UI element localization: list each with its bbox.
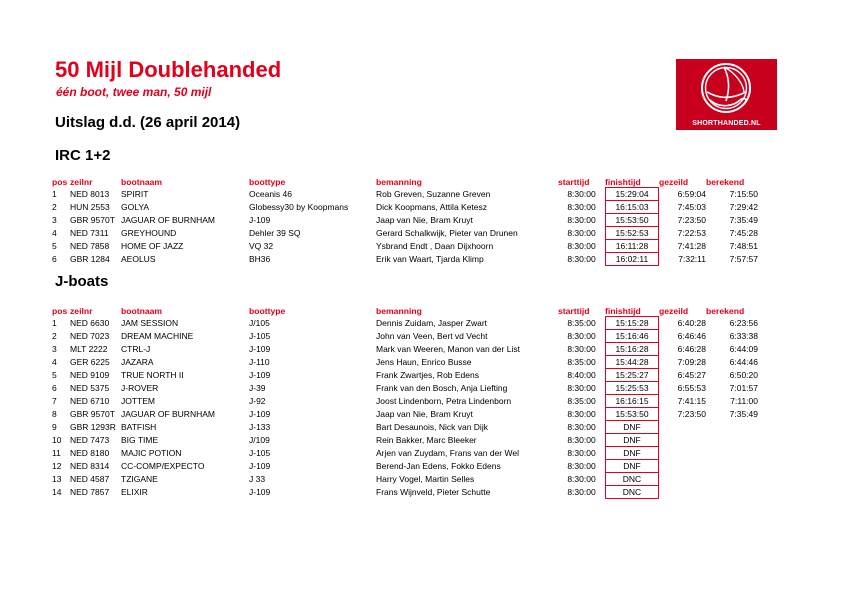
table-row bbox=[52, 433, 758, 446]
cell-finishtijd: DNF bbox=[605, 433, 659, 446]
table-row bbox=[52, 329, 758, 342]
cell-pos: 10 bbox=[52, 434, 62, 445]
cell-boottype: Oceanis 46 bbox=[249, 188, 292, 199]
cell-bootnaam: JAM SESSION bbox=[121, 317, 179, 328]
cell-pos: 6 bbox=[52, 382, 57, 393]
column-header-starttijd: starttijd bbox=[558, 176, 590, 187]
cell-boottype: J-109 bbox=[249, 408, 271, 419]
cell-zeilnr: NED 8013 bbox=[70, 188, 110, 199]
cell-gezeild: 7:41:15 bbox=[677, 395, 706, 406]
section-title-irc: IRC 1+2 bbox=[55, 147, 111, 164]
cell-gezeild: 7:23:50 bbox=[677, 214, 706, 225]
column-header-bootnaam: bootnaam bbox=[121, 305, 163, 316]
cell-boottype: J-105 bbox=[249, 447, 271, 458]
document-title: 50 Mijl Doublehanded bbox=[55, 57, 282, 82]
table-row bbox=[52, 239, 758, 252]
cell-zeilnr: GBR 1284 bbox=[70, 254, 110, 264]
cell-starttijd: 8:30:00 bbox=[567, 214, 596, 225]
cell-finishtijd: DNC bbox=[605, 485, 659, 499]
cell-pos: 7 bbox=[52, 395, 57, 406]
cell-starttijd: 8:30:00 bbox=[567, 421, 596, 432]
table-row bbox=[52, 472, 758, 485]
cell-bemanning: Arjen van Zuydam, Frans van der Wel bbox=[376, 447, 519, 458]
cell-bemanning: John van Veen, Bert vd Vecht bbox=[376, 330, 488, 341]
cell-boottype: J-109 bbox=[249, 369, 271, 380]
table-row bbox=[52, 213, 758, 226]
cell-finishtijd: 15:16:46 bbox=[605, 329, 659, 342]
cell-zeilnr: GBR 9570T bbox=[70, 214, 115, 225]
table-row bbox=[52, 446, 758, 459]
cell-boottype: Globessy30 by Koopmans bbox=[249, 201, 349, 212]
cell-pos: 14 bbox=[52, 487, 62, 497]
cell-bemanning: Rob Greven, Suzanne Greven bbox=[376, 188, 491, 199]
cell-finishtijd: 15:25:53 bbox=[605, 381, 659, 394]
column-header-zeilnr: zeilnr bbox=[70, 176, 93, 187]
column-header-gezeild: gezeild bbox=[659, 305, 689, 316]
cell-pos: 8 bbox=[52, 408, 57, 419]
cell-starttijd: 8:30:00 bbox=[567, 254, 596, 264]
cell-berekend: 7:45:28 bbox=[729, 227, 758, 238]
cell-starttijd: 8:30:00 bbox=[567, 240, 596, 251]
table-header-row bbox=[52, 305, 758, 316]
results-date-heading: Uitslag d.d. (26 april 2014) bbox=[55, 114, 241, 131]
column-header-finishtijd: finishtijd bbox=[605, 305, 641, 316]
cell-bootnaam: HOME OF JAZZ bbox=[121, 240, 184, 251]
cell-boottype: J-39 bbox=[249, 382, 266, 393]
cell-berekend: 7:35:49 bbox=[729, 408, 758, 419]
cell-berekend bbox=[706, 459, 758, 472]
cell-bootnaam: ELIXIR bbox=[121, 487, 148, 497]
cell-berekend: 7:57:57 bbox=[729, 254, 758, 264]
document-subtitle: één boot, twee man, 50 mijl bbox=[56, 85, 212, 99]
cell-boottype: J-110 bbox=[249, 356, 270, 367]
table-row bbox=[52, 420, 758, 433]
cell-berekend bbox=[706, 433, 758, 446]
column-header-berekend: berekend bbox=[706, 176, 745, 187]
cell-berekend: 7:35:49 bbox=[729, 214, 758, 225]
cell-boottype: VQ 32 bbox=[249, 240, 274, 251]
cell-boottype: J/105 bbox=[249, 317, 270, 328]
cell-pos: 11 bbox=[52, 447, 61, 458]
cell-zeilnr: HUN 2553 bbox=[70, 201, 110, 212]
column-header-zeilnr: zeilnr bbox=[70, 305, 93, 316]
column-header-berekend: berekend bbox=[706, 305, 745, 316]
cell-boottype: J/109 bbox=[249, 434, 270, 445]
cell-gezeild: 7:45:03 bbox=[677, 201, 706, 212]
cell-starttijd: 8:30:00 bbox=[567, 447, 596, 458]
cell-zeilnr: NED 7473 bbox=[70, 434, 110, 445]
cell-finishtijd: 15:15:28 bbox=[605, 316, 659, 329]
cell-gezeild: 6:40:28 bbox=[677, 317, 706, 328]
cell-gezeild bbox=[659, 420, 706, 433]
cell-pos: 4 bbox=[52, 356, 57, 367]
table-row bbox=[52, 316, 758, 329]
cell-finishtijd: DNF bbox=[605, 446, 659, 459]
table-row bbox=[52, 407, 758, 420]
cell-zeilnr: NED 7311 bbox=[70, 227, 109, 238]
cell-gezeild bbox=[659, 433, 706, 446]
table-row bbox=[52, 381, 758, 394]
cell-bemanning: Gerard Schalkwijk, Pieter van Drunen bbox=[376, 227, 518, 238]
cell-boottype: J-92 bbox=[249, 395, 266, 406]
cell-starttijd: 8:30:00 bbox=[567, 487, 596, 497]
cell-pos: 5 bbox=[52, 369, 57, 380]
cell-zeilnr: NED 8180 bbox=[70, 447, 110, 458]
cell-zeilnr: GBR 9570T bbox=[70, 408, 115, 419]
cell-zeilnr: NED 9109 bbox=[70, 369, 110, 380]
cell-bemanning: Jaap van Nie, Bram Kruyt bbox=[376, 408, 473, 419]
cell-boottype: BH36 bbox=[249, 254, 271, 264]
cell-berekend bbox=[706, 472, 758, 485]
results-table-jboats bbox=[52, 305, 758, 499]
cell-starttijd: 8:30:00 bbox=[567, 201, 596, 212]
cell-zeilnr: NED 4587 bbox=[70, 473, 110, 484]
table-row bbox=[52, 459, 758, 472]
column-header-boottype: boottype bbox=[249, 305, 286, 316]
cell-starttijd: 8:40:00 bbox=[567, 369, 596, 380]
cell-zeilnr: GER 6225 bbox=[70, 356, 110, 367]
column-header-finishtijd: finishtijd bbox=[605, 176, 641, 187]
cell-bemanning: Erik van Waart, Tjarda Klimp bbox=[376, 254, 484, 264]
cell-finishtijd: 16:15:03 bbox=[605, 200, 659, 213]
cell-gezeild bbox=[659, 459, 706, 472]
cell-berekend: 7:15:50 bbox=[729, 188, 758, 199]
cell-starttijd: 8:30:00 bbox=[567, 460, 596, 471]
cell-gezeild: 6:55:53 bbox=[677, 382, 706, 393]
cell-bemanning: Bart Desaunois, Nick van Dijk bbox=[376, 421, 488, 432]
cell-gezeild: 7:32:11 bbox=[678, 254, 706, 264]
table-row bbox=[52, 252, 758, 266]
column-header-gezeild: gezeild bbox=[659, 176, 689, 187]
cell-berekend: 6:44:09 bbox=[729, 343, 758, 354]
table-row bbox=[52, 368, 758, 381]
cell-bemanning: Frank Zwartjes, Rob Edens bbox=[376, 369, 479, 380]
cell-berekend bbox=[706, 485, 758, 499]
results-table-irc bbox=[52, 176, 758, 266]
cell-bemanning: Ysbrand Endt , Daan Dijxhoorn bbox=[376, 240, 494, 251]
table-row bbox=[52, 342, 758, 355]
column-header-pos: pos bbox=[52, 176, 68, 187]
cell-bootnaam: DREAM MACHINE bbox=[121, 330, 194, 341]
column-header-bootnaam: bootnaam bbox=[121, 176, 163, 187]
cell-bemanning: Harry Vogel, Martin Selles bbox=[376, 473, 475, 484]
cell-bootnaam: CC-COMP/EXPECTO bbox=[121, 460, 205, 471]
cell-pos: 6 bbox=[52, 254, 57, 264]
cell-bemanning: Frank van den Bosch, Anja Liefting bbox=[376, 382, 508, 393]
table-row bbox=[52, 187, 758, 200]
cell-pos: 5 bbox=[52, 240, 57, 251]
cell-gezeild: 7:41:28 bbox=[677, 240, 706, 251]
cell-berekend: 7:48:51 bbox=[729, 240, 758, 251]
cell-bootnaam: BATFISH bbox=[121, 421, 157, 432]
cell-berekend: 7:29:42 bbox=[729, 201, 758, 212]
cell-pos: 3 bbox=[52, 343, 57, 354]
cell-bemanning: Dick Koopmans, Attila Ketesz bbox=[376, 201, 488, 212]
table-header-row bbox=[52, 176, 758, 187]
table-row bbox=[52, 394, 758, 407]
cell-bemanning: Mark van Weeren, Manon van der List bbox=[376, 343, 520, 354]
cell-zeilnr: NED 6630 bbox=[70, 317, 110, 328]
cell-bootnaam: MAJIC POTION bbox=[121, 447, 182, 458]
cell-gezeild: 7:09:28 bbox=[677, 356, 706, 367]
cell-boottype: J-109 bbox=[249, 214, 271, 225]
cell-zeilnr: NED 6710 bbox=[70, 395, 110, 406]
cell-gezeild bbox=[659, 472, 706, 485]
cell-bootnaam: SPIRIT bbox=[121, 188, 149, 199]
cell-bootnaam: CTRL-J bbox=[121, 343, 151, 354]
cell-boottype: J-133 bbox=[249, 421, 271, 432]
cell-bootnaam: J-ROVER bbox=[121, 382, 159, 393]
cell-boottype: J-109 bbox=[249, 460, 271, 471]
shorthanded-logo bbox=[676, 59, 777, 130]
table-row bbox=[52, 355, 758, 368]
cell-gezeild bbox=[659, 446, 706, 459]
cell-finishtijd: 15:53:50 bbox=[605, 213, 659, 226]
column-header-starttijd: starttijd bbox=[558, 305, 590, 316]
cell-berekend: 6:50:20 bbox=[729, 369, 758, 380]
cell-berekend: 7:11:00 bbox=[730, 395, 758, 406]
cell-boottype: J 33 bbox=[249, 473, 266, 484]
cell-berekend bbox=[706, 446, 758, 459]
cell-gezeild: 6:46:46 bbox=[677, 330, 706, 341]
cell-finishtijd: 15:44:28 bbox=[605, 355, 659, 368]
cell-berekend bbox=[706, 420, 758, 433]
cell-finishtijd: 16:02:11 bbox=[605, 252, 659, 266]
cell-bemanning: Rein Bakker, Marc Bleeker bbox=[376, 434, 477, 445]
cell-finishtijd: DNC bbox=[605, 472, 659, 485]
cell-finishtijd: 15:29:04 bbox=[605, 187, 659, 200]
cell-pos: 2 bbox=[52, 330, 57, 341]
column-header-bemanning: bemanning bbox=[376, 176, 422, 187]
cell-bootnaam: TRUE NORTH II bbox=[121, 369, 184, 380]
cell-finishtijd: DNF bbox=[605, 459, 659, 472]
cell-berekend: 6:33:38 bbox=[729, 330, 758, 341]
cell-berekend: 6:23:56 bbox=[729, 317, 758, 328]
cell-berekend: 7:01:57 bbox=[729, 382, 758, 393]
cell-bootnaam: AEOLUS bbox=[121, 254, 156, 264]
cell-pos: 4 bbox=[52, 227, 57, 238]
cell-bootnaam: JAZARA bbox=[121, 356, 154, 367]
cell-berekend: 6:44:46 bbox=[729, 356, 758, 367]
cell-bemanning: Jens Haun, Enrico Busse bbox=[376, 356, 472, 367]
cell-bootnaam: JAGUAR OF BURNHAM bbox=[121, 408, 215, 419]
cell-starttijd: 8:30:00 bbox=[567, 382, 596, 393]
cell-finishtijd: 16:16:15 bbox=[605, 394, 659, 407]
cell-boottype: J-105 bbox=[249, 330, 271, 341]
cell-boottype: J-109 bbox=[249, 343, 271, 354]
cell-zeilnr: NED 8314 bbox=[70, 460, 110, 471]
cell-pos: 9 bbox=[52, 421, 57, 432]
cell-boottype: Dehler 39 SQ bbox=[249, 227, 301, 238]
cell-finishtijd: 15:52:53 bbox=[605, 226, 659, 239]
cell-gezeild: 6:59:04 bbox=[677, 188, 706, 199]
cell-pos: 13 bbox=[52, 473, 62, 484]
cell-bemanning: Berend-Jan Edens, Fokko Edens bbox=[376, 460, 501, 471]
cell-gezeild bbox=[659, 485, 706, 499]
table-row bbox=[52, 200, 758, 213]
cell-finishtijd: 15:16:28 bbox=[605, 342, 659, 355]
cell-starttijd: 8:30:00 bbox=[567, 473, 596, 484]
cell-gezeild: 6:45:27 bbox=[677, 369, 706, 380]
cell-bemanning: Dennis Zuidam, Jasper Zwart bbox=[376, 317, 488, 328]
cell-bootnaam: BIG TIME bbox=[121, 434, 159, 445]
cell-zeilnr: GBR 1293R bbox=[70, 421, 116, 432]
cell-gezeild: 6:46:28 bbox=[677, 343, 706, 354]
column-header-pos: pos bbox=[52, 305, 68, 316]
cell-bemanning: Jaap van Nie, Bram Kruyt bbox=[376, 214, 473, 225]
cell-zeilnr: MLT 2222 bbox=[70, 343, 108, 354]
table-row bbox=[52, 485, 758, 499]
cell-finishtijd: DNF bbox=[605, 420, 659, 433]
cell-finishtijd: 15:53:50 bbox=[605, 407, 659, 420]
cell-pos: 2 bbox=[52, 201, 57, 212]
cell-zeilnr: NED 7857 bbox=[70, 487, 110, 497]
cell-pos: 3 bbox=[52, 214, 57, 225]
table-row bbox=[52, 226, 758, 239]
cell-pos: 1 bbox=[52, 188, 57, 199]
cell-bemanning: Joost Lindenborn, Petra Lindenborn bbox=[376, 395, 512, 406]
cell-starttijd: 8:35:00 bbox=[567, 317, 596, 328]
cell-bootnaam: TZIGANE bbox=[121, 473, 158, 484]
cell-gezeild: 7:23:50 bbox=[677, 408, 706, 419]
cell-bootnaam: GOLYA bbox=[121, 201, 150, 212]
cell-bootnaam: JOTTEM bbox=[121, 395, 155, 406]
cell-finishtijd: 16:11:28 bbox=[605, 239, 659, 252]
cell-zeilnr: NED 5375 bbox=[70, 382, 110, 393]
cell-starttijd: 8:30:00 bbox=[567, 188, 596, 199]
cell-starttijd: 8:30:00 bbox=[567, 434, 596, 445]
cell-starttijd: 8:35:00 bbox=[567, 356, 596, 367]
cell-pos: 12 bbox=[52, 460, 62, 471]
cell-bootnaam: JAGUAR OF BURNHAM bbox=[121, 214, 215, 225]
cell-starttijd: 8:30:00 bbox=[567, 408, 596, 419]
cell-gezeild: 7:22:53 bbox=[677, 227, 706, 238]
cell-starttijd: 8:30:00 bbox=[567, 330, 596, 341]
cell-bemanning: Frans Wijnveld, Pieter Schutte bbox=[376, 487, 491, 497]
column-header-bemanning: bemanning bbox=[376, 305, 422, 316]
cell-starttijd: 8:30:00 bbox=[567, 343, 596, 354]
column-header-boottype: boottype bbox=[249, 176, 286, 187]
section-title-jboats: J-boats bbox=[55, 273, 109, 290]
cell-boottype: J-109 bbox=[249, 487, 271, 497]
cell-starttijd: 8:30:00 bbox=[567, 227, 596, 238]
logo-text: SHORTHANDED.NL bbox=[692, 120, 761, 127]
cell-zeilnr: NED 7858 bbox=[70, 240, 110, 251]
cell-pos: 1 bbox=[52, 317, 57, 328]
cell-starttijd: 8:35:00 bbox=[567, 395, 596, 406]
cell-bootnaam: GREYHOUND bbox=[121, 227, 177, 238]
cell-finishtijd: 15:25:27 bbox=[605, 368, 659, 381]
cell-zeilnr: NED 7023 bbox=[70, 330, 110, 341]
